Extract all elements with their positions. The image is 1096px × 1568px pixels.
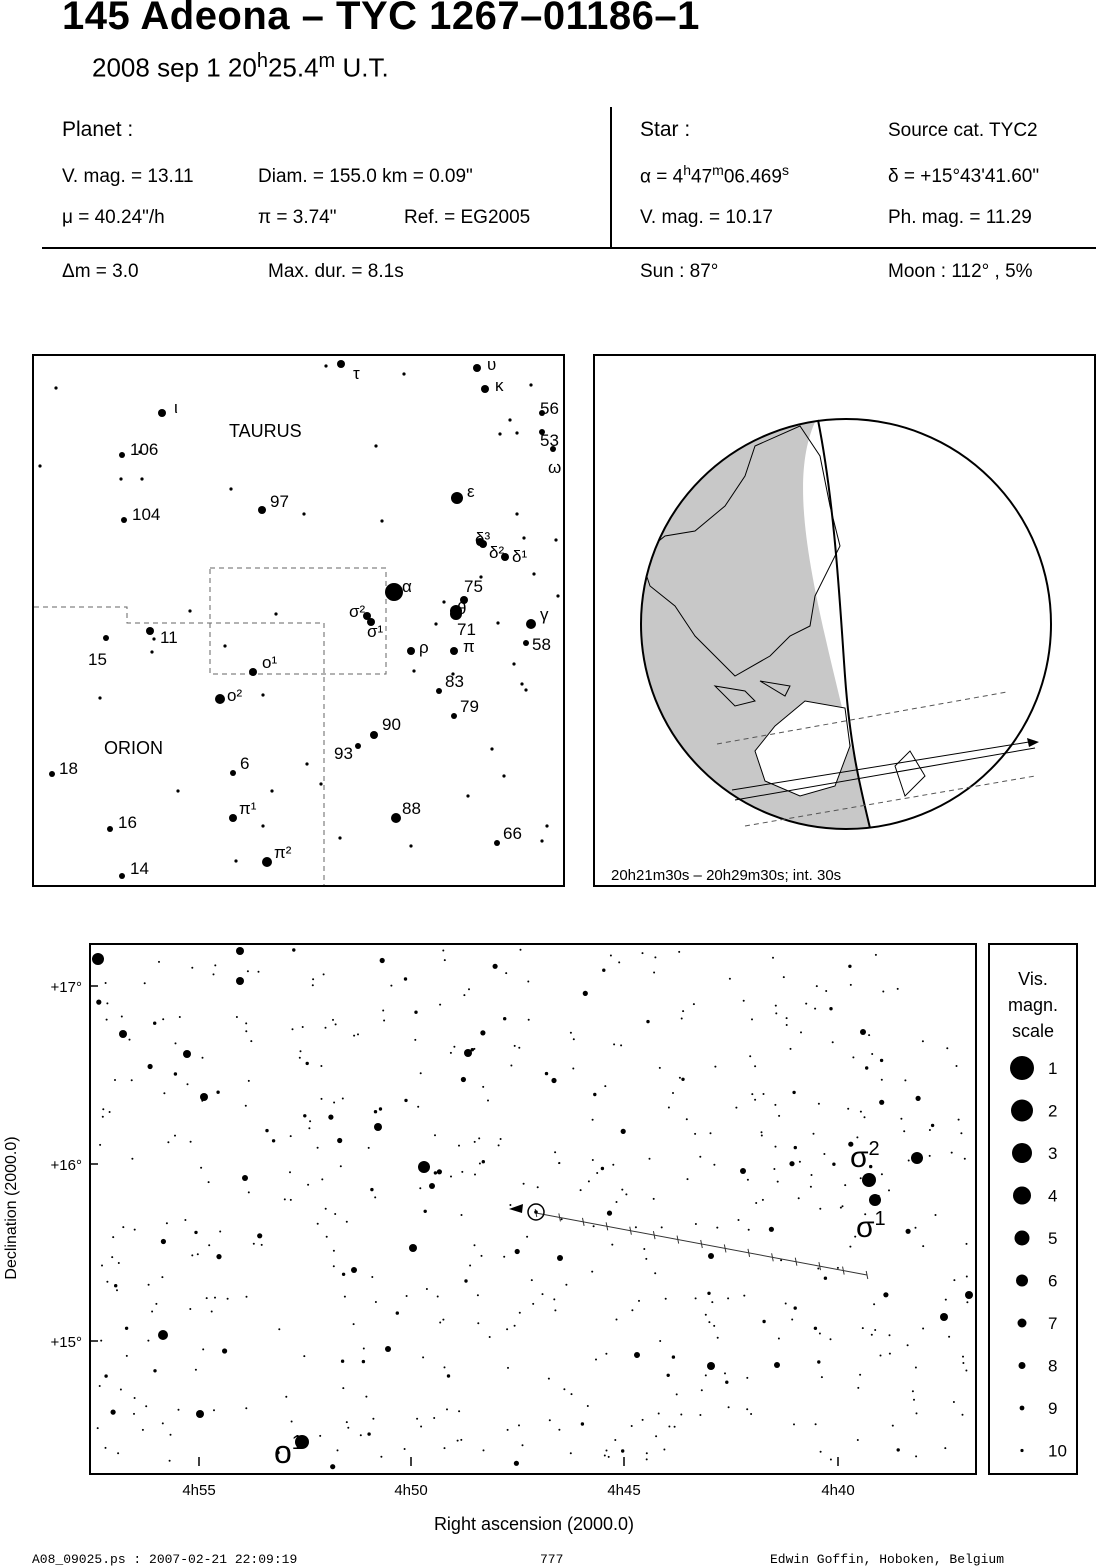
- ytick-17: +17°: [50, 979, 82, 996]
- map-faint-star-28: [520, 682, 523, 685]
- magnitude-drop: Δm = 3.0: [62, 261, 139, 282]
- map-star-label-27: ο¹: [262, 653, 278, 672]
- constellation-map: [32, 354, 565, 887]
- constellation-label-orion: ORION: [104, 738, 164, 758]
- star-phmag: Ph. mag. = 11.29: [888, 207, 1032, 228]
- map-star-9: [121, 517, 127, 523]
- star-declination: δ = +15°43'41.60": [888, 166, 1040, 187]
- label-omicron1: $o^1$: [274, 1432, 303, 1470]
- map-faint-star-39: [176, 789, 179, 792]
- legend-label-10: 10: [1048, 1441, 1067, 1461]
- map-star-label-33: 18: [59, 759, 78, 778]
- map-faint-star-43: [234, 859, 237, 862]
- legend-title-line1: Vis.: [1018, 969, 1048, 989]
- moon-elongation: Moon : 112° , 5%: [888, 261, 1033, 282]
- map-faint-star-41: [223, 644, 226, 647]
- map-star-38: [494, 840, 500, 846]
- map-star-label-38: 66: [503, 824, 522, 843]
- xtick-4h50: 4h50: [394, 1482, 428, 1499]
- map-faint-star-42: [274, 612, 277, 615]
- legend-dot-9: [1020, 1406, 1025, 1411]
- y-axis-label: Declination (2000.0): [3, 1136, 20, 1280]
- map-faint-star-33: [540, 839, 543, 842]
- map-star-label-16: 75: [464, 577, 483, 596]
- map-star-7: [158, 409, 166, 417]
- map-faint-star-23: [442, 600, 445, 603]
- map-faint-star-1: [54, 386, 57, 389]
- map-faint-star-38: [261, 824, 264, 827]
- legend-dot-2: [1011, 1100, 1033, 1122]
- map-faint-star-20: [556, 594, 559, 597]
- map-faint-star-22: [496, 621, 499, 624]
- map-faint-star-26: [412, 669, 415, 672]
- map-star-23: [146, 627, 154, 635]
- map-faint-star-29: [524, 688, 527, 691]
- map-star-32: [355, 743, 361, 749]
- constellation-map-svg: [34, 356, 563, 885]
- label-sigma1: $\sigma^1$: [856, 1208, 886, 1244]
- map-star-label-11: ε: [467, 482, 475, 501]
- map-star-label-18: σ¹: [367, 622, 384, 641]
- map-star-30: [451, 713, 457, 719]
- map-star-label-26: 58: [532, 635, 551, 654]
- map-faint-star-48: [305, 762, 308, 765]
- map-star-label-7: ι: [174, 398, 178, 417]
- map-star-22: [103, 635, 109, 641]
- globe-panel: [593, 354, 1096, 887]
- map-star-33: [49, 771, 55, 777]
- map-star-label-39: π²: [274, 843, 292, 862]
- map-faint-star-47: [261, 693, 264, 696]
- map-star-label-13: δ²: [489, 543, 505, 562]
- map-faint-star-19: [532, 572, 535, 575]
- map-faint-star-17: [522, 536, 525, 539]
- map-faint-star-6: [229, 487, 232, 490]
- map-star-15: [385, 583, 403, 601]
- map-star-label-17: σ²: [349, 602, 366, 621]
- legend-dot-10: [1020, 1449, 1023, 1452]
- legend-dot-6: [1016, 1275, 1028, 1287]
- map-star-35: [229, 814, 237, 822]
- footer-file-info: A08_09025.ps : 2007-02-21 22:09:19: [32, 1552, 298, 1567]
- map-faint-star-44: [150, 650, 153, 653]
- map-star-label-5: 53: [540, 431, 559, 450]
- map-faint-star-40: [98, 696, 101, 699]
- legend-label-1: 1: [1048, 1059, 1058, 1078]
- map-faint-star-18: [554, 538, 557, 541]
- x-axis-label: Right ascension (2000.0): [433, 1514, 635, 1534]
- map-star-8: [119, 452, 125, 458]
- map-star-label-32: 93: [334, 744, 353, 763]
- xtick-4h55: 4h55: [182, 1482, 216, 1499]
- map-star-26: [523, 640, 529, 646]
- planet-motion: μ = 40.24"/h: [62, 207, 165, 228]
- map-star-label-34: 6: [240, 754, 250, 773]
- label-sigma2: $\sigma^2$: [850, 1138, 880, 1174]
- constellation-label-taurus: TAURUS: [229, 421, 302, 441]
- map-star-label-10: 97: [270, 492, 289, 511]
- map-star-label-37: 16: [118, 813, 137, 832]
- map-faint-star-13: [515, 431, 518, 434]
- map-star-label-19: θ: [457, 599, 467, 618]
- legend-label-5: 5: [1048, 1229, 1058, 1248]
- map-star-1: [337, 360, 345, 368]
- map-faint-star-11: [324, 364, 327, 367]
- legend-dot-8: [1019, 1362, 1026, 1369]
- legend-svg: [990, 945, 1076, 1473]
- map-star-label-21: γ: [540, 605, 549, 624]
- map-star-2: [473, 364, 481, 372]
- map-faint-star-15: [508, 418, 511, 421]
- map-star-40: [119, 873, 125, 879]
- map-star-label-12: δ³: [475, 529, 491, 548]
- planet-vmag: V. mag. = 13.11: [62, 166, 194, 187]
- map-star-3: [481, 385, 489, 393]
- legend-label-3: 3: [1048, 1144, 1058, 1163]
- legend-dot-7: [1018, 1319, 1027, 1328]
- footer-author: Edwin Goffin, Hoboken, Belgium: [770, 1552, 1005, 1567]
- legend-label-6: 6: [1048, 1271, 1058, 1291]
- page-title: 145 Adeona – TYC 1267–01186–1: [62, 0, 700, 38]
- map-faint-star-14: [529, 383, 532, 386]
- legend-dot-3: [1012, 1143, 1032, 1163]
- map-star-11: [451, 492, 463, 504]
- map-star-label-36: 88: [402, 799, 421, 818]
- legend-label-8: 8: [1048, 1356, 1058, 1376]
- map-star-label-29: 83: [445, 672, 464, 691]
- globe-svg: [595, 356, 1094, 885]
- legend-dot-5: [1015, 1231, 1030, 1246]
- map-star-29: [436, 688, 442, 694]
- map-faint-star-7: [302, 512, 305, 515]
- map-faint-star-31: [502, 774, 505, 777]
- map-faint-star-10: [402, 372, 405, 375]
- map-faint-star-46: [152, 637, 155, 640]
- map-star-label-3: κ: [495, 376, 504, 395]
- map-star-21: [526, 619, 536, 629]
- map-star-label-35: π¹: [239, 799, 257, 818]
- map-faint-star-2: [38, 464, 41, 467]
- planet-ephemeris-ref: Ref. = EG2005: [404, 207, 531, 228]
- map-star-label-25: π: [463, 637, 475, 656]
- max-duration: Max. dur. = 8.1s: [268, 261, 404, 282]
- magnitude-legend: [988, 943, 1078, 1475]
- legend-dot-4: [1013, 1187, 1031, 1205]
- shadow-path-arrow: [1027, 738, 1039, 747]
- legend-label-2: 2: [1048, 1101, 1058, 1121]
- ytick-16: +16°: [50, 1157, 82, 1174]
- map-faint-star-27: [512, 662, 515, 665]
- map-star-label-28: ο²: [227, 686, 243, 705]
- map-star-label-23: 11: [160, 628, 178, 647]
- map-star-27: [249, 668, 257, 676]
- map-faint-star-49: [319, 782, 322, 785]
- map-star-label-20: 71: [457, 620, 476, 639]
- star-right-ascension: $\alpha = 4^h47^m06.469^s$: [640, 162, 789, 188]
- map-star-28: [215, 694, 225, 704]
- map-faint-star-5: [140, 477, 143, 480]
- map-star-label-8: 106: [130, 440, 159, 459]
- map-star-label-40: 14: [130, 859, 149, 878]
- map-star-label-14: δ¹: [512, 547, 528, 566]
- map-faint-star-45: [188, 609, 191, 612]
- ytick-15: +15°: [50, 1334, 82, 1351]
- legend-label-7: 7: [1048, 1314, 1058, 1333]
- map-star-31: [370, 731, 378, 739]
- planet-heading: Planet :: [62, 118, 134, 141]
- map-faint-star-16: [515, 512, 518, 515]
- map-star-label-6: ω: [548, 458, 562, 477]
- map-star-36: [391, 813, 401, 823]
- footer-page-number: 777: [540, 1552, 564, 1567]
- map-faint-star-35: [409, 844, 412, 847]
- map-faint-star-9: [374, 444, 377, 447]
- starfield-axes-svg: [0, 940, 1096, 1540]
- planet-parallax: π = 3.74": [258, 207, 337, 228]
- map-faint-star-32: [466, 794, 469, 797]
- map-star-label-9: 104: [132, 505, 161, 524]
- legend-title-line3: scale: [1011, 1021, 1055, 1041]
- map-star-37: [107, 826, 113, 832]
- map-star-label-31: 90: [382, 715, 401, 734]
- legend-label-4: 4: [1048, 1186, 1058, 1206]
- planet-diameter: Diam. = 155.0 km = 0.09": [258, 166, 473, 187]
- map-star-10: [258, 506, 266, 514]
- map-star-34: [230, 770, 236, 776]
- map-star-39: [262, 857, 272, 867]
- star-vmag: V. mag. = 10.17: [640, 207, 773, 228]
- map-star-label-15: α: [402, 577, 412, 596]
- star-source-catalog: Source cat. TYC2: [888, 120, 1038, 141]
- map-faint-star-30: [490, 747, 493, 750]
- xtick-4h40: 4h40: [821, 1482, 855, 1499]
- star-heading: Star :: [640, 118, 691, 141]
- legend-dot-1: [1010, 1056, 1034, 1080]
- globe-time-caption: 20h21m30s – 20h29m30s; int. 30s: [611, 867, 842, 884]
- legend-title-line2: magn.: [1007, 995, 1059, 1015]
- xtick-4h45: 4h45: [607, 1482, 641, 1499]
- event-datetime: 2008 sep 1 20$^h$25.4$^m$ U.T.: [92, 50, 389, 83]
- map-star-label-30: 79: [460, 697, 479, 716]
- map-faint-star-8: [380, 519, 383, 522]
- map-faint-star-34: [545, 824, 548, 827]
- map-star-24: [407, 647, 415, 655]
- map-faint-star-12: [498, 432, 501, 435]
- map-faint-star-37: [270, 789, 273, 792]
- map-faint-star-36: [338, 836, 341, 839]
- map-star-label-4: 56: [540, 399, 559, 418]
- map-faint-star-24: [434, 622, 437, 625]
- sun-elongation: Sun : 87°: [640, 261, 719, 282]
- map-faint-star-4: [119, 477, 122, 480]
- map-star-label-2: υ: [487, 356, 497, 374]
- map-star-label-22: 15: [88, 650, 107, 669]
- map-star-25: [450, 647, 458, 655]
- legend-label-9: 9: [1048, 1399, 1058, 1418]
- map-star-label-24: ρ: [419, 638, 429, 657]
- map-star-label-1: τ: [353, 364, 360, 383]
- header-divider-horizontal: [42, 247, 1096, 249]
- header-divider-vertical: [610, 107, 612, 248]
